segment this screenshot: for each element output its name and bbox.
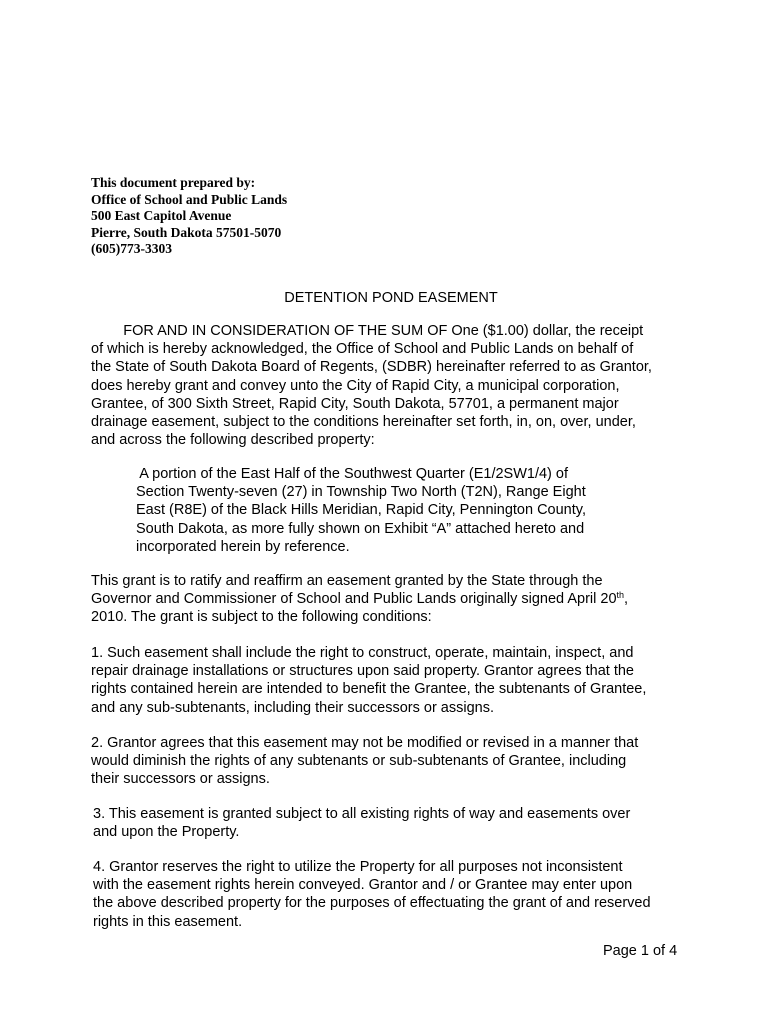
condition-line: 1. Such easement shall include the right to construct, operate, maintain, inspect, and	[91, 645, 634, 661]
condition-line: would diminish the rights of any subtenants or sub-subtenants of Grantee, including	[91, 753, 627, 770]
preparer-office: Office of School and Public Lands	[91, 191, 288, 207]
legal-line: South Dakota, as more fully shown on Exhibit “A” attached hereto and	[136, 520, 585, 537]
consideration-line: drainage easement, subject to the conditions hereinafter set forth, in, on, over, under,	[91, 414, 636, 431]
legal-line: incorporated herein by reference.	[136, 538, 350, 555]
condition-line: the above described property for the purposes of effectuating the grant of and reserved	[93, 895, 651, 912]
preparer-phone: (605)773-3303	[91, 241, 172, 256]
condition-2	[91, 734, 638, 789]
condition-4	[93, 858, 651, 931]
ratify-paragraph	[91, 572, 628, 627]
ratify-line	[91, 590, 628, 608]
preparer-street: 500 East Capitol Avenue	[91, 208, 232, 223]
ratify-line: 2010. The grant is subject to the following conditions:	[91, 609, 432, 626]
legal-line: East (R8E) of the Black Hills Meridian, Rapid City, Pennington County,	[136, 502, 586, 519]
consideration-line: the State of South Dakota Board of Regents, (SDBR) hereinafter referred to as Grantor,	[91, 359, 652, 376]
document-title: DETENTION POND EASEMENT	[284, 290, 498, 306]
page-number: Page 1 of 4	[603, 943, 678, 959]
condition-line: rights contained herein are intended to benefit the Grantee, the subtenants of Grantee,	[91, 681, 647, 698]
consideration-line: and across the following described property:	[91, 432, 375, 449]
condition-line: and any sub-subtenants, including their successors or assigns.	[91, 699, 494, 716]
consideration-line: FOR AND IN CONSIDERATION OF THE SUM OF One ($1.00) dollar, the receipt	[91, 323, 644, 339]
condition-1	[91, 644, 646, 717]
consideration-paragraph	[91, 322, 652, 449]
condition-3	[93, 805, 630, 841]
condition-line: their successors or assigns.	[91, 771, 270, 788]
preparer-block	[91, 175, 287, 258]
ratify-line-punct: ,	[624, 591, 629, 608]
consideration-line: does hereby grant and convey unto the City of Rapid City, a municipal corporation,	[91, 377, 620, 394]
condition-line: 4. Grantor reserves the right to utilize the Property for all purposes not inconsistent	[93, 859, 623, 875]
condition-line: and upon the Property.	[93, 824, 240, 841]
ratify-line: This grant is to ratify and reaffirm an easement granted by the State through the	[91, 573, 603, 589]
preparer-heading: This document prepared by:	[91, 175, 256, 190]
condition-line: rights in this easement.	[93, 913, 243, 930]
preparer-city: Pierre, South Dakota 57501-5070	[91, 224, 282, 240]
consideration-line: of which is hereby acknowledged, the Office of School and Public Lands on behalf of	[91, 341, 634, 358]
legal-line: A portion of the East Half of the Southwest Quarter (E1/2SW1/4) of	[136, 466, 569, 482]
legal-description	[136, 465, 586, 556]
condition-line: repair drainage installations or structures upon said property. Grantor agrees that the	[91, 663, 634, 680]
condition-line: with the easement rights herein conveyed. Grantor and / or Grantee may enter upon	[93, 877, 633, 894]
condition-line: 3. This easement is granted subject to all existing rights of way and easements over	[93, 806, 631, 822]
consideration-line: Grantee, of 300 Sixth Street, Rapid City, South Dakota, 57701, a permanent major	[91, 395, 619, 412]
ordinal-suffix: th	[616, 590, 625, 601]
legal-line: Section Twenty-seven (27) in Township Two North (T2N), Range Eight	[136, 484, 586, 501]
ratify-line-text: Governor and Commissioner of School and Public Lands originally signed April 20	[91, 591, 617, 608]
condition-line: 2. Grantor agrees that this easement may not be modified or revised in a manner that	[91, 735, 639, 751]
